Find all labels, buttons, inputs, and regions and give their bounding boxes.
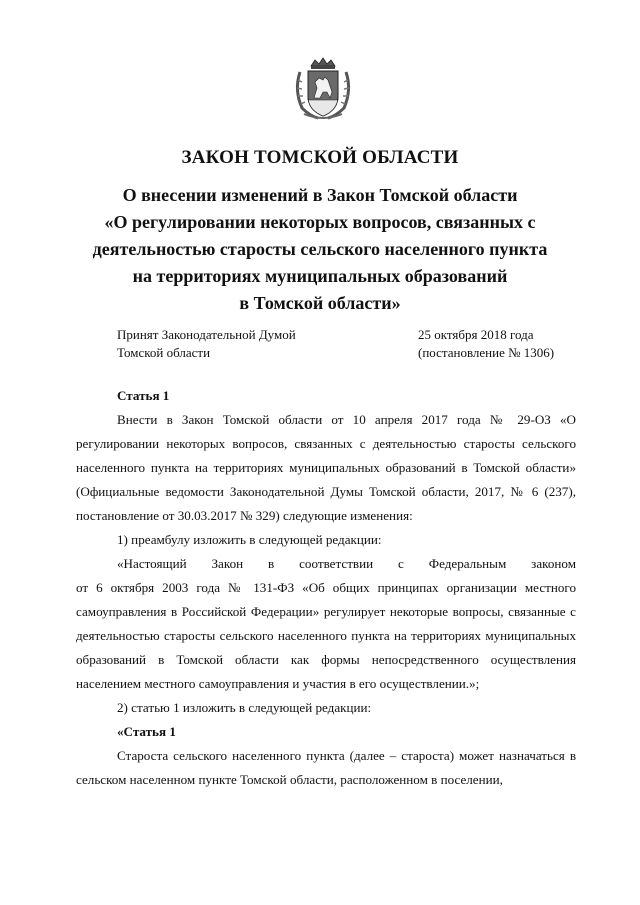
document-subtitle — [60, 182, 580, 317]
paragraph-first-line: «Настоящий Закон в соответствии с Федеральным законом — [117, 556, 576, 571]
article-heading: Статья 1 — [117, 388, 170, 403]
adoption-date-block — [418, 326, 554, 362]
paragraph: 1) преамбулу изложить в следующей редакции: — [117, 532, 382, 547]
subtitle-line: на территориях муниципальных образований — [132, 266, 508, 286]
adoption-body — [117, 326, 296, 362]
paragraph: Староста сельского населенного пункта (далее – староста) может назначаться в сельском населенном пункте Томской области, расположенном в поселении, — [76, 748, 576, 787]
adoption-line: Принят Законодательной Думой — [117, 327, 296, 342]
paragraph: от 6 октября 2003 года № 131-ФЗ «Об общих принципах организации местного самоуправления в Российской Федерации» регулирует некоторые вопросы, связанные с деятельностью старосты сельского населенного пункта на территориях муниципальных образований в Томской области как формы непосредственного осуществления населением местного самоуправления и участия в его осуществлении.»; — [76, 580, 576, 691]
law-body — [76, 384, 576, 792]
subtitle-line: О внесении изменений в Закон Томской области — [122, 185, 518, 205]
paragraph: Внести в Закон Томской области от 10 апреля 2017 года № 29-ОЗ «О регулировании некоторых вопросов, связанных с деятельностью старосты сельского населенного пункта на территориях муниципальных образований в Томской области» (Официальные ведомости Законодательной Думы Томской области, 2017, № 6 (237), постановление от 30.03.2017 № 329) следующие изменения: — [76, 412, 576, 523]
paragraph: 2) статью 1 изложить в следующей редакции: — [117, 700, 372, 715]
subtitle-line: «О регулировании некоторых вопросов, связанных с — [104, 212, 536, 232]
quoted-article-heading: «Статья 1 — [117, 724, 176, 739]
subtitle-line: деятельностью старосты сельского населенного пункта — [92, 239, 548, 259]
subtitle-line: в Томской области» — [239, 293, 401, 313]
resolution-number: (постановление № 1306) — [418, 345, 555, 360]
adoption-date: 25 октября 2018 года — [418, 327, 534, 342]
tomsk-coat-of-arms-icon — [292, 56, 354, 122]
document-title: ЗАКОН ТОМСКОЙ ОБЛАСТИ — [181, 147, 459, 168]
adoption-line: Томской области — [117, 345, 211, 360]
